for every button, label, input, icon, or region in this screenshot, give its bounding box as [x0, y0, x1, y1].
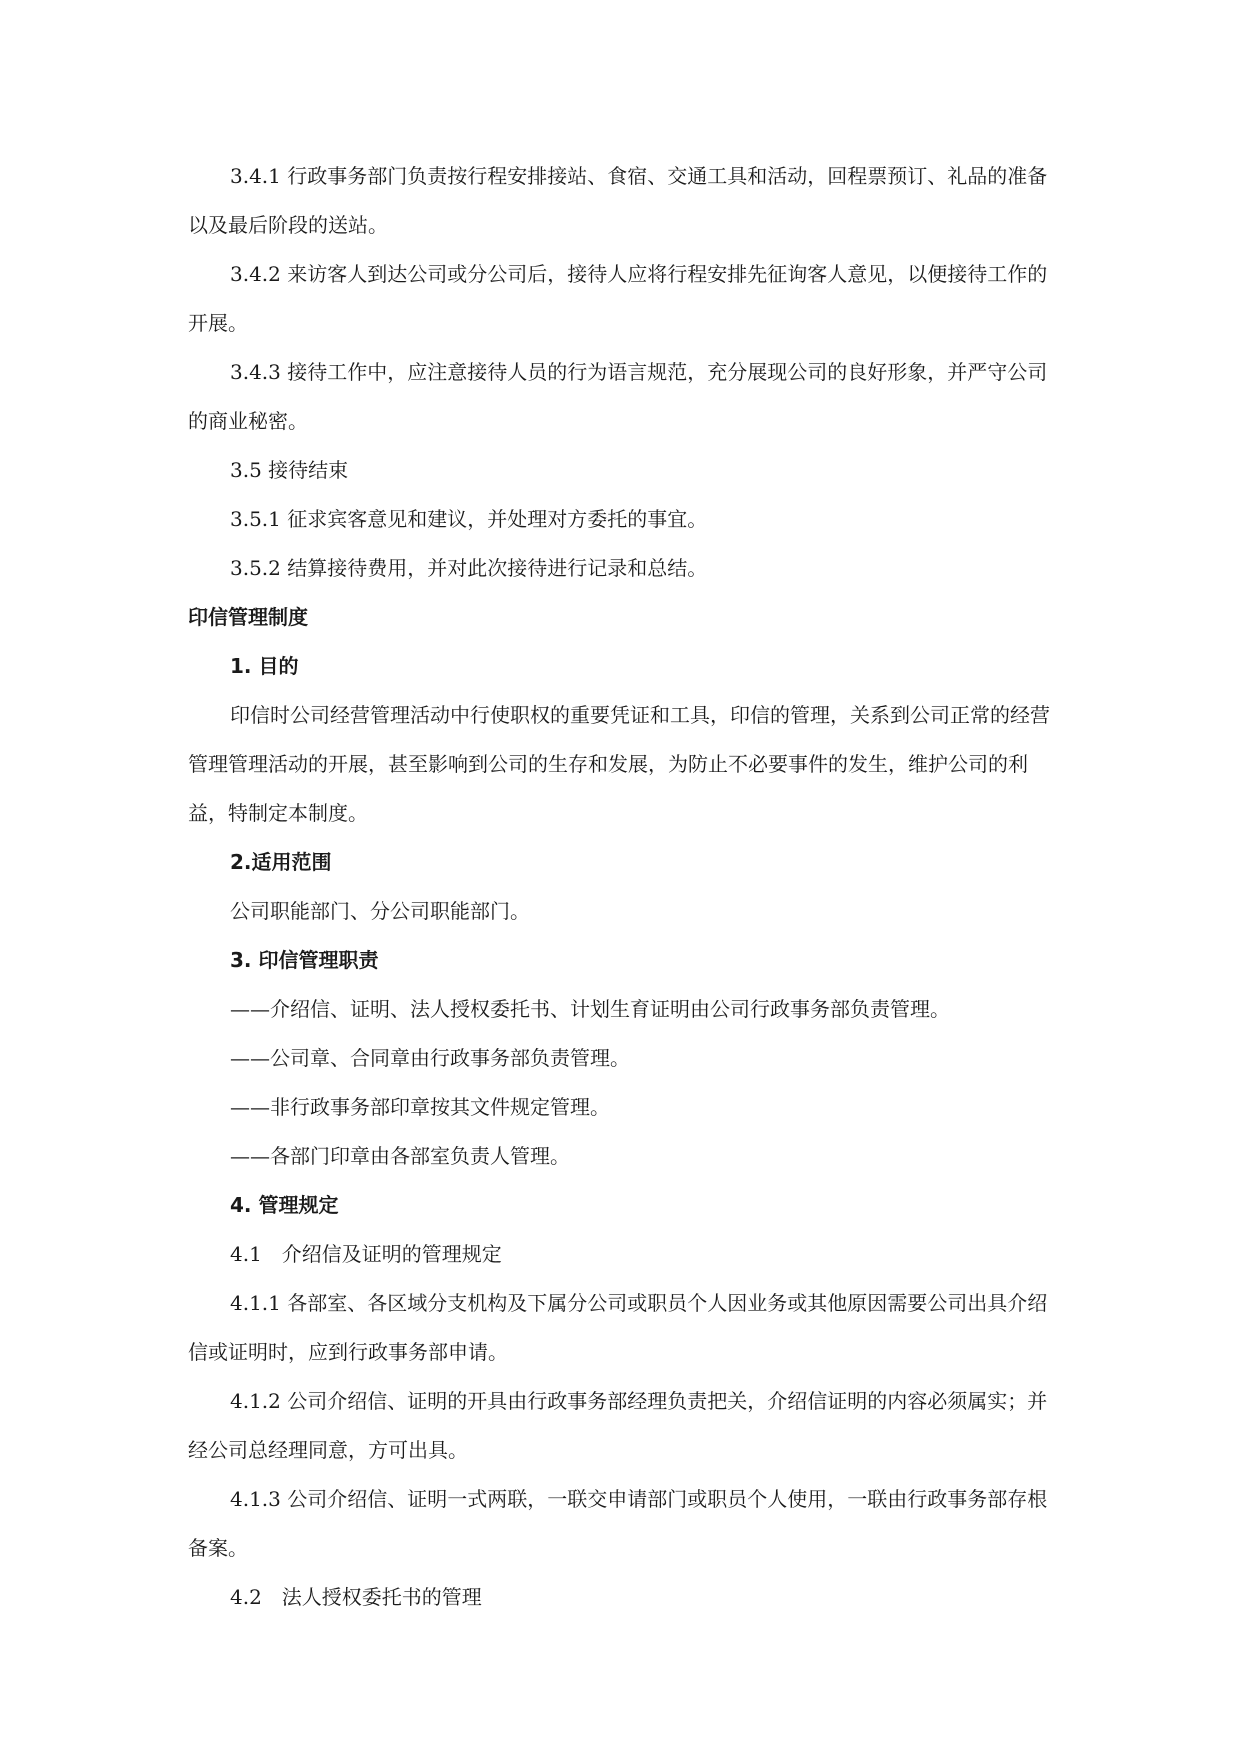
paragraph-4-1-1: 4.1.1 各部室、各区域分支机构及下属分公司或职员个人因业务或其他原因需要公司出具介绍信或证明时，应到行政事务部申请。	[188, 1291, 1048, 1364]
paragraph-responsibility-2: ——公司章、合同章由行政事务部负责管理。	[230, 1046, 630, 1070]
section-title-seal-management: 印信管理制度	[188, 605, 308, 629]
paragraph-4-2: 4.2 法人授权委托书的管理	[230, 1585, 482, 1609]
paragraph-3-5: 3.5 接待结束	[230, 458, 349, 482]
paragraph-responsibility-3: ——非行政事务部印章按其文件规定管理。	[230, 1095, 610, 1119]
paragraph-3-5-1: 3.5.1 征求宾客意见和建议，并处理对方委托的事宜。	[230, 507, 708, 531]
paragraph-responsibility-1: ——介绍信、证明、法人授权委托书、计划生育证明由公司行政事务部负责管理。	[230, 997, 950, 1021]
paragraph-4-1-2: 4.1.2 公司介绍信、证明的开具由行政事务部经理负责把关，介绍信证明的内容必须属实；并经公司总经理同意，方可出具。	[188, 1389, 1048, 1462]
paragraph-purpose: 印信时公司经营管理活动中行使职权的重要凭证和工具，印信的管理，关系到公司正常的经营管理管理活动的开展，甚至影响到公司的生存和发展，为防止不必要事件的发生，维护公司的利益，特制定本制度。	[188, 703, 1050, 825]
paragraph-3-4-3: 3.4.3 接待工作中，应注意接待人员的行为语言规范，充分展现公司的良好形象，并严守公司的商业秘密。	[188, 360, 1048, 433]
heading-regulations: 4. 管理规定	[230, 1193, 339, 1217]
heading-purpose: 1. 目的	[230, 654, 299, 678]
paragraph-responsibility-4: ——各部门印章由各部室负责人管理。	[230, 1144, 570, 1168]
paragraph-4-1-3: 4.1.3 公司介绍信、证明一式两联，一联交申请部门或职员个人使用，一联由行政事务部存根备案。	[188, 1487, 1048, 1560]
paragraph-3-5-2: 3.5.2 结算接待费用，并对此次接待进行记录和总结。	[230, 556, 708, 580]
paragraph-4-1: 4.1 介绍信及证明的管理规定	[230, 1242, 502, 1266]
paragraph-scope: 公司职能部门、分公司职能部门。	[230, 899, 530, 923]
document-body	[188, 152, 1056, 1622]
heading-responsibilities: 3. 印信管理职责	[230, 948, 379, 972]
heading-scope: 2.适用范围	[230, 850, 332, 874]
paragraph-3-4-2: 3.4.2 来访客人到达公司或分公司后，接待人应将行程安排先征询客人意见，以便接待工作的开展。	[188, 262, 1048, 335]
paragraph-3-4-1: 3.4.1 行政事务部门负责按行程安排接站、食宿、交通工具和活动，回程票预订、礼品的准备以及最后阶段的送站。	[188, 164, 1048, 237]
